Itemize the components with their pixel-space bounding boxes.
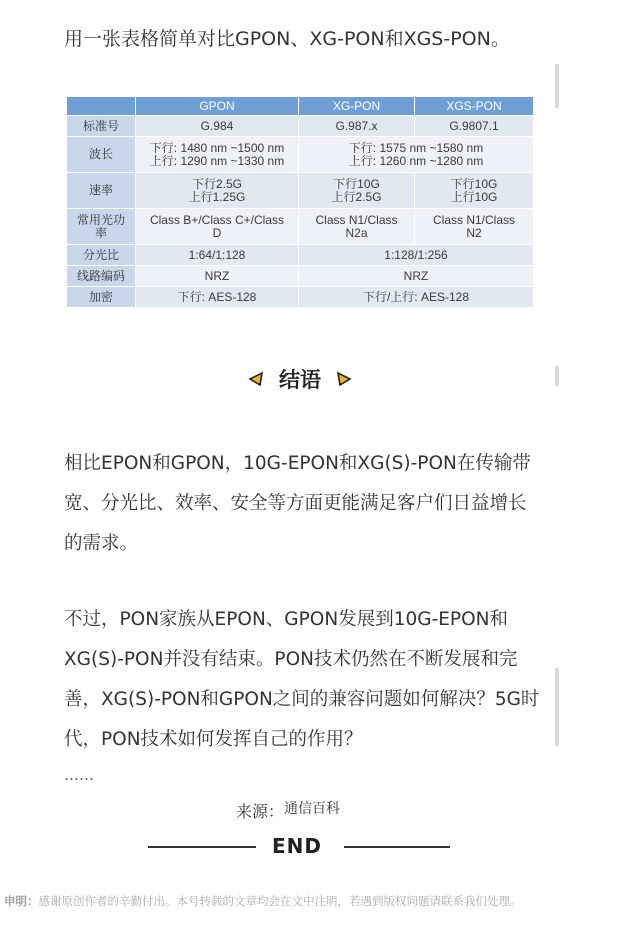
row-label xyxy=(67,209,136,245)
cell-line: 率 xyxy=(94,225,107,240)
table-cell: G.987.x xyxy=(299,116,415,137)
scroll-indicator xyxy=(555,668,559,746)
row-label: 波长 xyxy=(67,137,136,173)
table-row xyxy=(67,173,534,209)
table-row xyxy=(67,116,534,137)
table-cell xyxy=(136,137,299,173)
table-cell xyxy=(299,137,534,173)
table-cell: G.9807.1 xyxy=(415,116,534,137)
table-cell: 下行: AES-128 xyxy=(136,287,299,308)
source-label: 来源： xyxy=(236,802,285,821)
table-cell: NRZ xyxy=(136,266,299,287)
cell-line: 常用光功 xyxy=(76,212,125,227)
table-row xyxy=(67,266,534,287)
table-row xyxy=(67,245,534,266)
cell-line: D xyxy=(212,225,222,240)
cell-line: Class N1/Class xyxy=(315,212,398,227)
disclaimer-label: 申明： xyxy=(4,894,39,908)
table-cell: 下行/上行: AES-128 xyxy=(299,287,534,308)
cell-line: N2 xyxy=(466,225,482,240)
cell-line: 上行: 1260 nm ~1280 nm xyxy=(348,153,484,168)
heading-text: 结语 xyxy=(279,368,321,392)
right-triangle-icon xyxy=(336,371,352,387)
row-label: 线路编码 xyxy=(67,266,136,287)
end-divider-left xyxy=(148,846,256,848)
table-cell xyxy=(415,173,534,209)
cell-line: 下行2.5G xyxy=(191,176,243,191)
table-cell: 1:64/1:128 xyxy=(136,245,299,266)
cell-line: 下行: 1575 nm ~1580 nm xyxy=(348,140,484,155)
source-value: 通信百科 xyxy=(284,801,341,817)
row-label: 加密 xyxy=(67,287,136,308)
end-divider-right xyxy=(344,846,450,848)
intro-text: 用一张表格简单对比GPON、XG-PON和XGS-PON。 xyxy=(64,28,510,50)
scroll-indicator xyxy=(555,64,559,108)
ellipsis-text: …… xyxy=(64,766,94,784)
comparison-table xyxy=(66,96,534,308)
table-header-row xyxy=(67,97,534,116)
table-cell xyxy=(136,209,299,245)
end-label: END xyxy=(272,834,323,858)
cell-line: Class B+/Class C+/Class xyxy=(149,212,285,227)
table-row xyxy=(67,287,534,308)
cell-line: 下行10G xyxy=(333,176,380,191)
table-cell xyxy=(299,173,415,209)
row-label: 标准号 xyxy=(67,116,136,137)
header-cell: XGS-PON xyxy=(415,97,534,116)
cell-line: 上行: 1290 nm ~1330 nm xyxy=(149,153,285,168)
left-triangle-icon xyxy=(248,371,264,387)
cell-line: N2a xyxy=(345,225,368,240)
row-label: 分光比 xyxy=(67,245,136,266)
table-row xyxy=(67,209,534,245)
cell-line: Class N1/Class xyxy=(432,212,516,227)
conclusion-paragraph: 相比EPON和GPON，10G-EPON和XG(S)-PON在传输带宽、分光比、效率、安全等方面更能满足客户们日益增长的需求。 xyxy=(64,453,531,554)
table-cell: NRZ xyxy=(299,266,534,287)
table-row xyxy=(67,137,534,173)
cell-line: 上行2.5G xyxy=(331,189,382,204)
header-cell: GPON xyxy=(136,97,299,116)
disclaimer xyxy=(4,893,522,909)
table-cell xyxy=(299,209,415,245)
row-label: 速率 xyxy=(67,173,136,209)
table-cell: G.984 xyxy=(136,116,299,137)
table-cell: 1:128/1:256 xyxy=(299,245,534,266)
header-cell: XG-PON xyxy=(299,97,415,116)
cell-line: 下行10G xyxy=(450,176,498,191)
disclaimer-text: 感谢原创作者的辛勤付出。本号转载的文章均会在文中注明，若遇到版权问题请联系我们处理。 xyxy=(38,894,522,908)
cell-line: 下行: 1480 nm ~1500 nm xyxy=(149,140,285,155)
table-cell xyxy=(415,209,534,245)
source-line xyxy=(236,798,340,822)
cell-line: 上行1.25G xyxy=(188,189,246,204)
table-cell xyxy=(136,173,299,209)
conclusion-paragraph: 不过，PON家族从EPON、GPON发展到10G-EPON和XG(S)-PON并没有结束。PON技术仍然在不断发展和完善，XG(S)-PON和GPON之间的兼容问题如何解决？5G时代，PON技术如何发挥自己的作用？ xyxy=(64,609,540,750)
cell-line: 上行10G xyxy=(450,189,498,204)
section-heading xyxy=(0,364,600,394)
header-cell xyxy=(67,97,136,116)
